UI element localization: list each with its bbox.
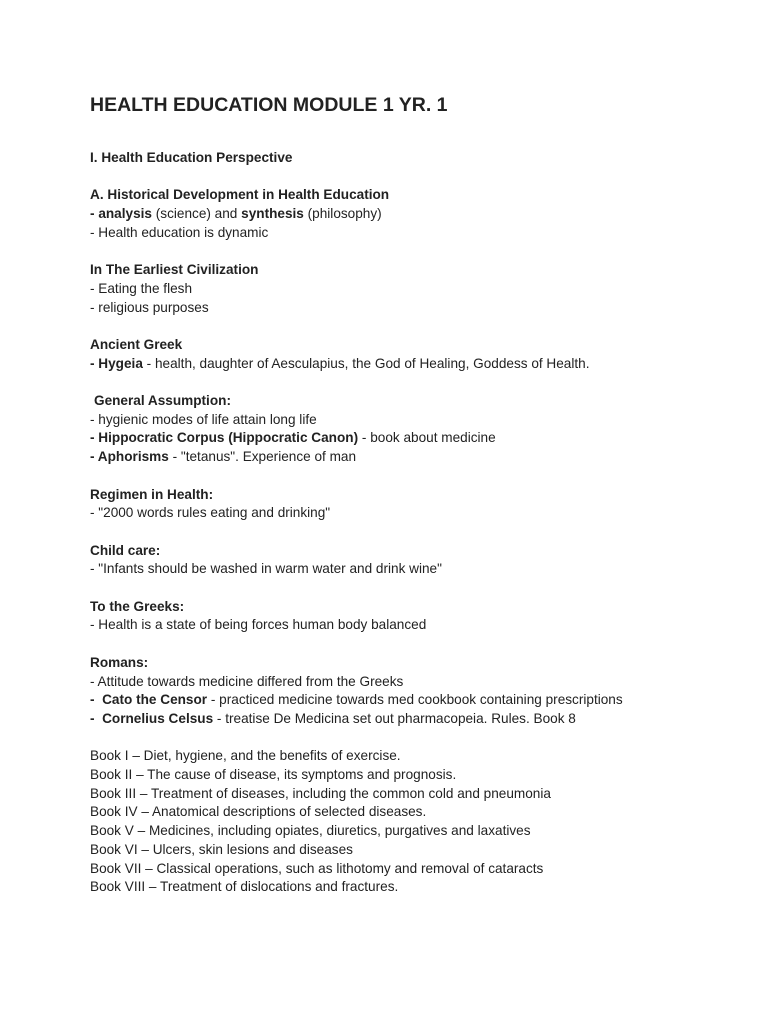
corpus-line <box>90 429 730 448</box>
analysis-synthesis-line <box>90 205 730 224</box>
hygeia-text: - health, daughter of Aesculapius, the God of Healing, Goddess of Health. <box>142 355 590 371</box>
childcare-heading: Child care: <box>90 542 161 558</box>
regimen-heading: Regimen in Health: <box>90 486 214 502</box>
aphorisms-line <box>90 448 730 467</box>
synthesis-text: (philosophy) <box>303 206 382 222</box>
hygeia-term: - Hygeia <box>90 355 143 371</box>
book-item: Book IV – Anatomical descriptions of selected diseases. <box>90 804 427 820</box>
romans-heading: Romans: <box>90 654 149 670</box>
earliest-item: - Eating the flesh <box>90 280 193 296</box>
analysis-text: (science) and <box>151 206 242 222</box>
document-body <box>90 91 730 897</box>
celsus-term: Cornelius Celsus <box>102 710 214 726</box>
book-item: Book VII – Classical operations, such as lithotomy and removal of cataracts <box>90 860 544 876</box>
book-item: Book II – The cause of disease, its symptoms and prognosis. <box>90 767 457 783</box>
dash: - <box>90 710 103 726</box>
synthesis-term: synthesis <box>241 206 304 222</box>
dash: - <box>90 692 103 708</box>
book-item: Book I – Diet, hygiene, and the benefits of exercise. <box>90 748 401 764</box>
celsus-text: - treatise De Medicina set out pharmacopeia. Rules. Book 8 <box>213 710 576 726</box>
analysis-term: analysis <box>98 206 152 222</box>
book-item: Book VIII – Treatment of dislocations and fractures. <box>90 879 399 895</box>
earliest-heading: In The Earliest Civilization <box>90 262 259 278</box>
dash: - <box>90 206 99 222</box>
greek-heading: Ancient Greek <box>90 336 183 352</box>
greeks-heading: To the Greeks: <box>90 598 185 614</box>
corpus-term: - Hippocratic Corpus (Hippocratic Canon) <box>90 430 359 446</box>
cato-term: Cato the Censor <box>102 692 208 708</box>
document-title: HEALTH EDUCATION MODULE 1 YR. 1 <box>90 94 448 116</box>
book-item: Book VI – Ulcers, skin lesions and diseases <box>90 841 353 857</box>
assumption-heading: General Assumption: <box>94 393 231 409</box>
aphorisms-term: - Aphorisms <box>90 449 169 465</box>
dynamic-line: - Health education is dynamic <box>90 224 269 240</box>
cato-text: - practiced medicine towards med cookbook containing prescriptions <box>207 692 623 708</box>
historical-heading: A. Historical Development in Health Education <box>90 187 390 203</box>
hygeia-line <box>90 355 730 374</box>
book-item: Book III – Treatment of diseases, including the common cold and pneumonia <box>90 785 551 801</box>
book-item: Book V – Medicines, including opiates, diuretics, purgatives and laxatives <box>90 823 531 839</box>
celsus-line <box>90 710 730 729</box>
earliest-item: - religious purposes <box>90 299 209 315</box>
regimen-item: - "2000 words rules eating and drinking" <box>90 505 331 521</box>
childcare-item: - "Infants should be washed in warm water and drink wine" <box>90 561 442 577</box>
aphorisms-text: - "tetanus". Experience of man <box>168 449 357 465</box>
cato-line <box>90 691 730 710</box>
section-heading: I. Health Education Perspective <box>90 150 293 165</box>
romans-item: - Attitude towards medicine differed from the Greeks <box>90 673 404 689</box>
greeks-item: - Health is a state of being forces human body balanced <box>90 617 427 633</box>
corpus-text: - book about medicine <box>358 430 496 446</box>
assumption-item: - hygienic modes of life attain long life <box>90 411 317 427</box>
